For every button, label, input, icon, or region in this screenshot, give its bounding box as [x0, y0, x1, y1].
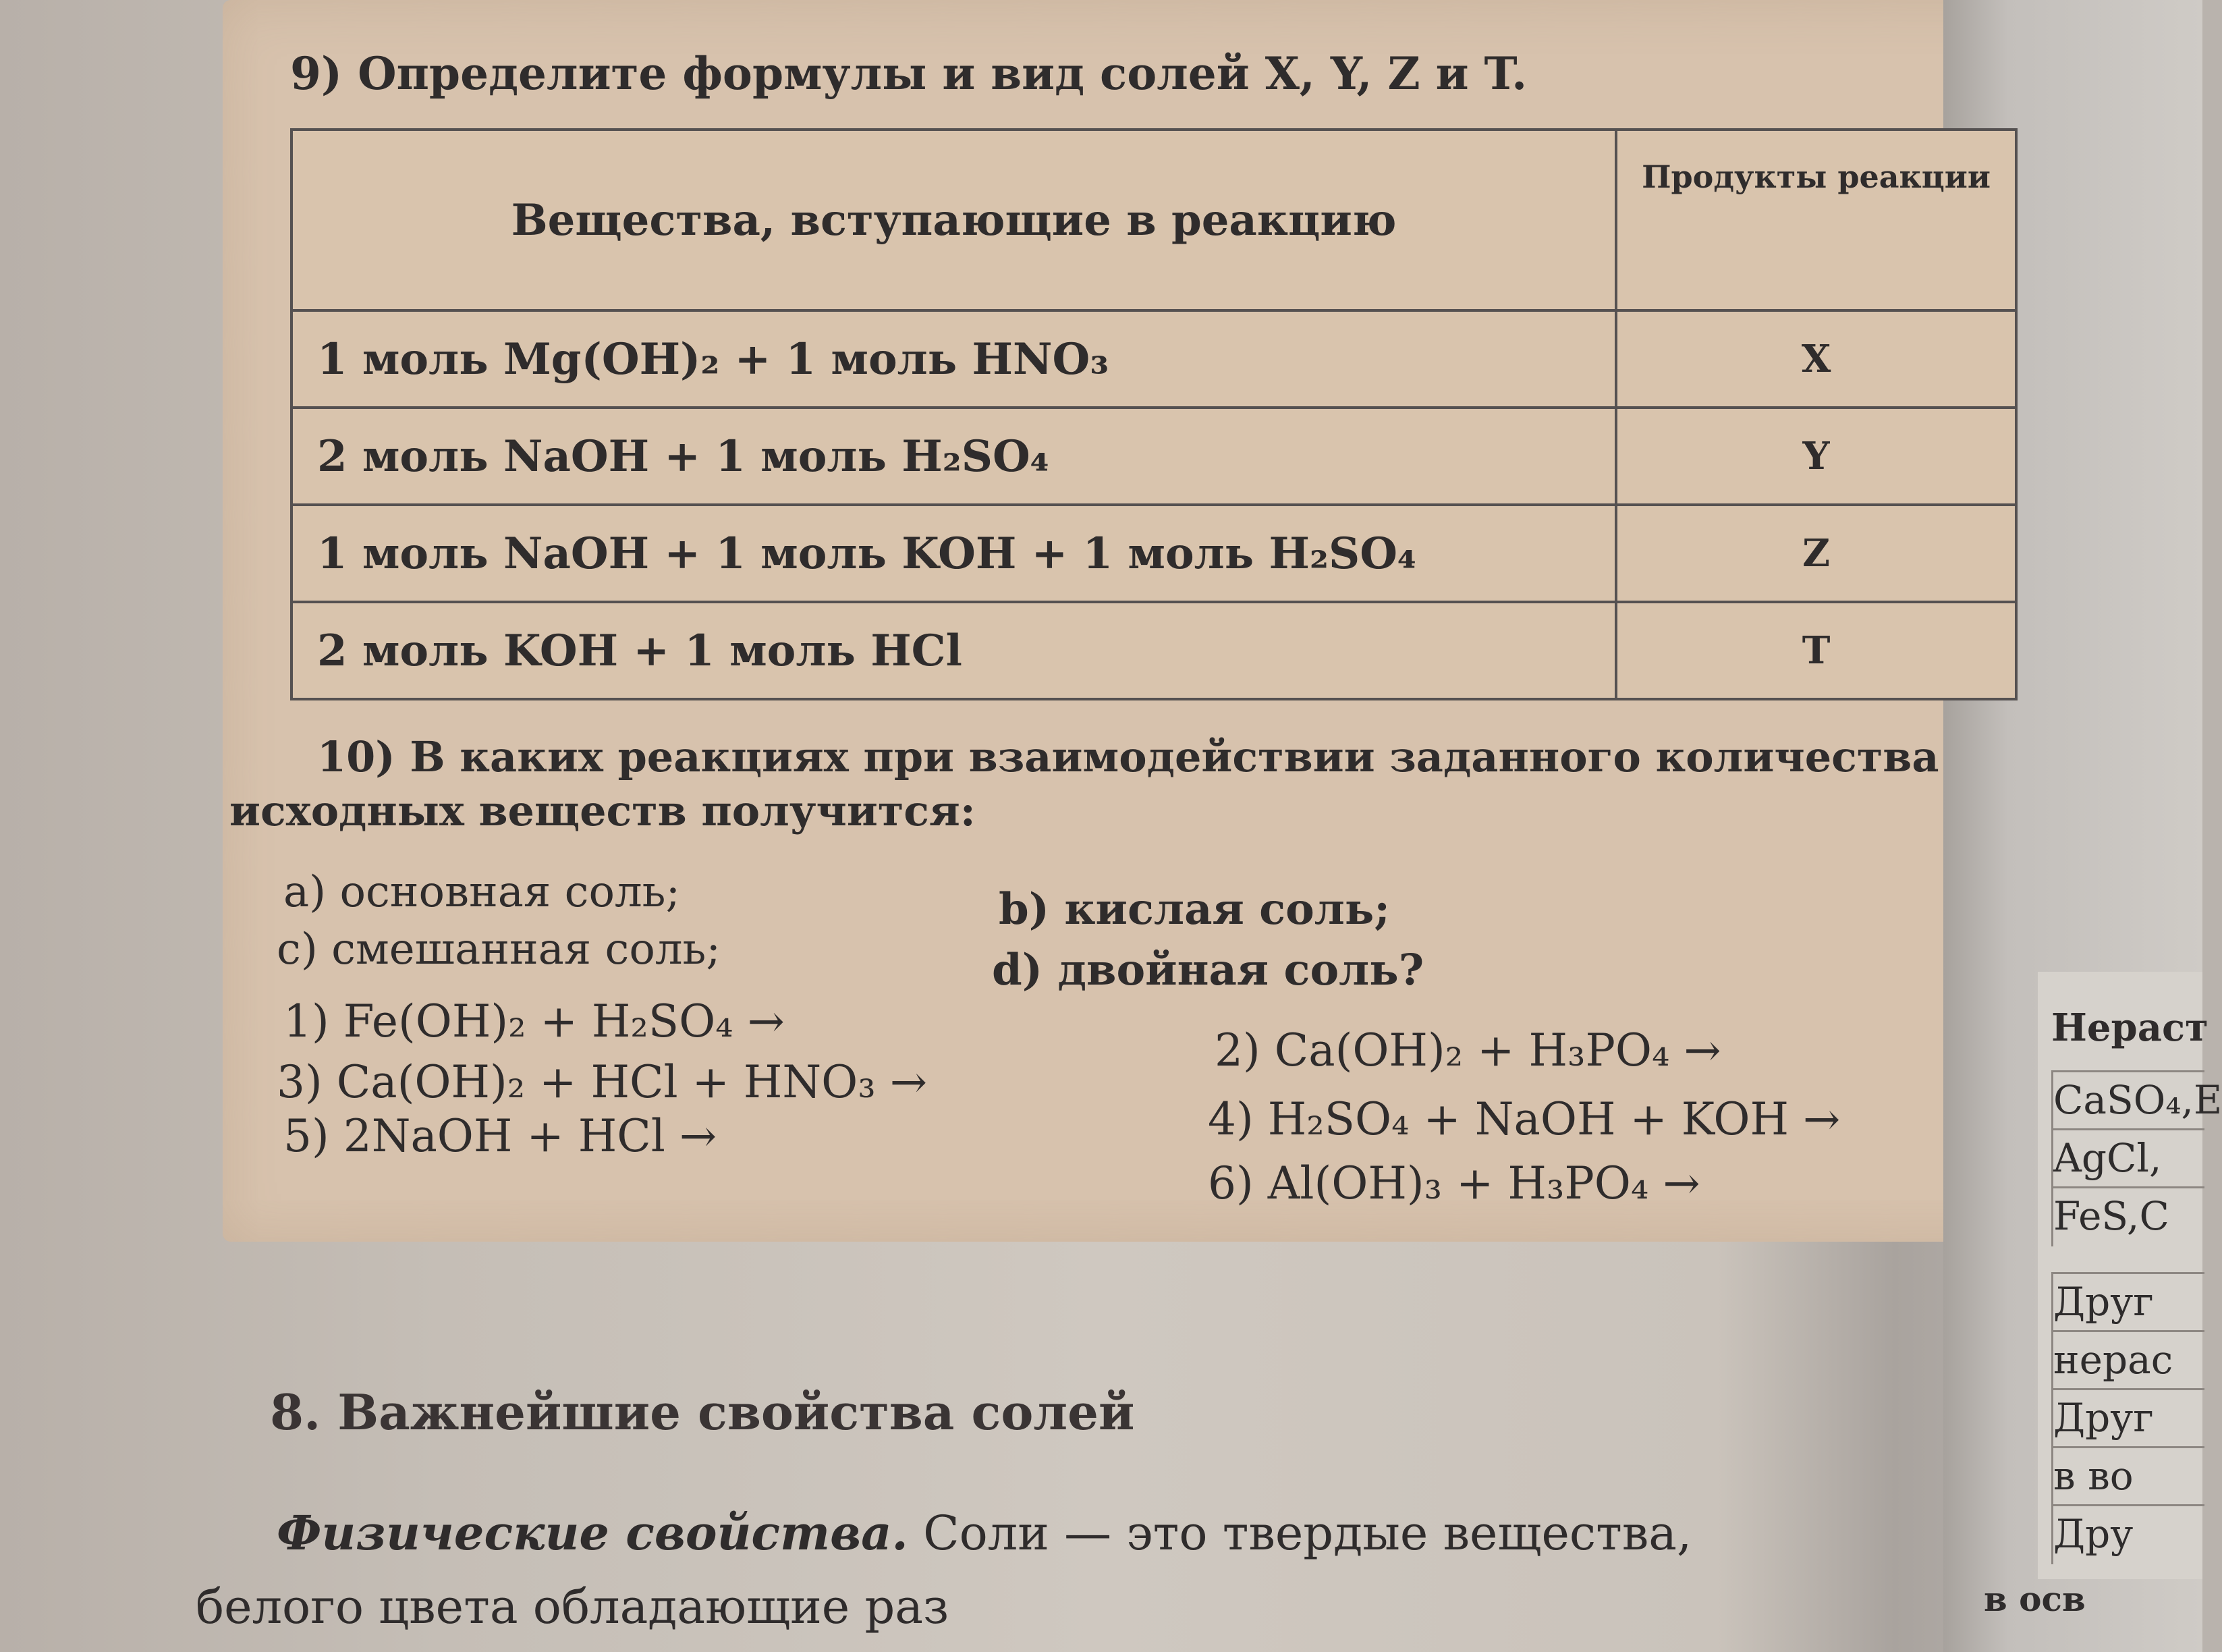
margin-note: в осв [1984, 1579, 2086, 1619]
reaction-3: 3) Ca(OH)₂ + HCl + HNO₃ → [277, 1056, 928, 1108]
option-b: b) кислая соль; [999, 884, 1390, 935]
table-header-row [291, 130, 2016, 310]
reaction-4: 4) H₂SO₄ + NaOH + KOH → [1208, 1093, 1841, 1145]
side-table-row: нерас [2051, 1330, 2204, 1390]
side-table-row: Друг [2051, 1388, 2204, 1448]
reactants-cell: 1 моль Mg(OH)₂ + 1 моль HNO₃ [291, 310, 1616, 408]
reaction-2: 2) Ca(OH)₂ + H₃PO₄ → [1215, 1024, 1721, 1076]
reaction-1: 1) Fe(OH)₂ + H₂SO₄ → [283, 995, 785, 1047]
table-row [291, 505, 2016, 602]
reactants-cell: 1 моль NaOH + 1 моль KOH + 1 моль H₂SO₄ [291, 505, 1616, 602]
paragraph-text: Соли — это твердые вещества, [908, 1506, 1692, 1561]
side-table-row: в во [2051, 1446, 2204, 1506]
reaction-6: 6) Al(OH)₃ + H₃PO₄ → [1208, 1157, 1700, 1209]
table-row [291, 310, 2016, 408]
side-table-row: Дру [2051, 1504, 2204, 1564]
reaction-5: 5) 2NaOH + HCl → [283, 1110, 717, 1162]
task-10-title-line2: исходных веществ получится: [229, 786, 976, 835]
product-cell: X [1616, 310, 2016, 408]
product-cell: T [1616, 602, 2016, 699]
section-8-paragraph-line1 [277, 1505, 1692, 1561]
header-reactants: Вещества, вступающие в реакцию [291, 130, 1616, 310]
salt-formula-table [290, 128, 2018, 700]
table-row [291, 408, 2016, 505]
side-table-row: CaSO₄,Е [2051, 1070, 2204, 1130]
option-d: d) двойная соль? [992, 945, 1424, 995]
option-c: c) смешанная соль; [277, 925, 721, 974]
paragraph-lead: Физические свойства. [277, 1505, 908, 1561]
reactants-cell: 2 моль NaOH + 1 моль H₂SO₄ [291, 408, 1616, 505]
table-row [291, 602, 2016, 699]
side-table-row: FeS,C [2051, 1186, 2204, 1246]
side-table-header: Нераст [2051, 1006, 2209, 1050]
section-8-paragraph-line2: белого цвета обладающие раз [196, 1579, 949, 1634]
product-cell: Y [1616, 408, 2016, 505]
product-cell: Z [1616, 505, 2016, 602]
side-table-row: AgCl, [2051, 1128, 2204, 1188]
side-table-row: Друг [2051, 1272, 2204, 1332]
task-10-title-line1: 10) В каких реакциях при взаимодействии заданного количества [317, 732, 1939, 781]
option-a: а) основная соль; [283, 867, 681, 917]
task-9-title: 9) Определите формулы и вид солей X, Y, Z и T. [290, 47, 1528, 100]
header-products: Продукты реакции [1616, 130, 2016, 310]
section-8-title: 8. Важнейшие свойства солей [270, 1383, 1135, 1441]
reactants-cell: 2 моль KOH + 1 моль HCl [291, 602, 1616, 699]
